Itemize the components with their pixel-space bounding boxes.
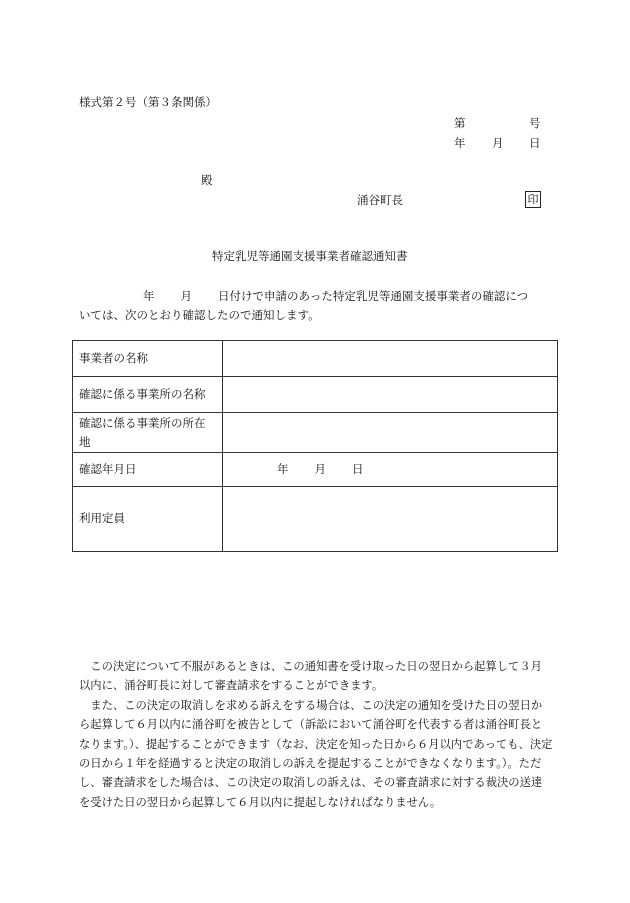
row-label-facility-name: 確認に係る事業所の名称 — [73, 377, 223, 413]
confirmation-date-month: 月 — [314, 461, 326, 476]
intro-line-1-text: 日付けで申請のあった特定乳児等通園支援事業者の確認につ — [218, 289, 529, 303]
issue-date-month: 月 — [492, 136, 504, 150]
confirmation-date-day: 日 — [352, 461, 364, 476]
confirmation-table — [72, 340, 558, 552]
row-value-confirmation-date — [223, 453, 558, 487]
intro-year: 年 — [143, 289, 155, 303]
row-value-facility-name — [223, 377, 558, 413]
table-row — [73, 341, 558, 377]
issue-date-day: 日 — [529, 136, 541, 150]
notice-paragraph-1: この決定について不服があるときは、この通知書を受け取った日の翌日から起算して３月以内に、涌谷町長に対して審査請求をすることができます。 — [79, 660, 542, 693]
issuer-name: 涌谷町長 — [357, 193, 403, 207]
row-label-confirmation-date: 確認年月日 — [73, 453, 223, 487]
table-row — [73, 487, 558, 552]
form-number: 様式第２号（第３条関係） — [79, 95, 217, 109]
document-number-suffix: 号 — [529, 116, 541, 130]
row-value-capacity — [223, 487, 558, 552]
appeal-notice — [79, 657, 553, 812]
row-value-business-name — [223, 341, 558, 377]
table-row — [73, 413, 558, 453]
seal-mark: 印 — [525, 191, 541, 208]
intro-month: 月 — [180, 289, 192, 303]
intro-line-1 — [143, 288, 528, 305]
intro-line-2: いては、次のとおり確認したので通知します。 — [79, 308, 320, 322]
document-number-prefix: 第 — [454, 116, 466, 130]
issue-date-year: 年 — [454, 136, 466, 150]
row-value-facility-address — [223, 413, 558, 453]
row-label-facility-address: 確認に係る事業所の所在地 — [73, 413, 223, 453]
confirmation-date-year: 年 — [277, 461, 289, 476]
row-label-business-name: 事業者の名称 — [73, 341, 223, 377]
document-title: 特定乳児等通園支援事業者確認通知書 — [212, 249, 408, 263]
notice-paragraph-2: また、この決定の取消しを求める訴えをする場合は、この決定の通知を受けた日の翌日から起算して６月以内に涌谷町を被告として（訴訟において涌谷町を代表する者は涌谷町長となります。）、提起することができます（なお、決定を知った日から６月以内であっても、決定の日から１年を経過すると決定の取消しの訴えを提起することができなくなります。）。ただし、審査請求をした場合は、この決定の取消しの訴えは、その審査請求に対する裁決の送達を受けた日の翌日から起算して６月以内に提起しなければなりません。 — [79, 698, 553, 809]
addressee-honorific: 殿 — [201, 173, 213, 187]
table-row — [73, 453, 558, 487]
row-label-capacity: 利用定員 — [73, 487, 223, 552]
table-row — [73, 377, 558, 413]
